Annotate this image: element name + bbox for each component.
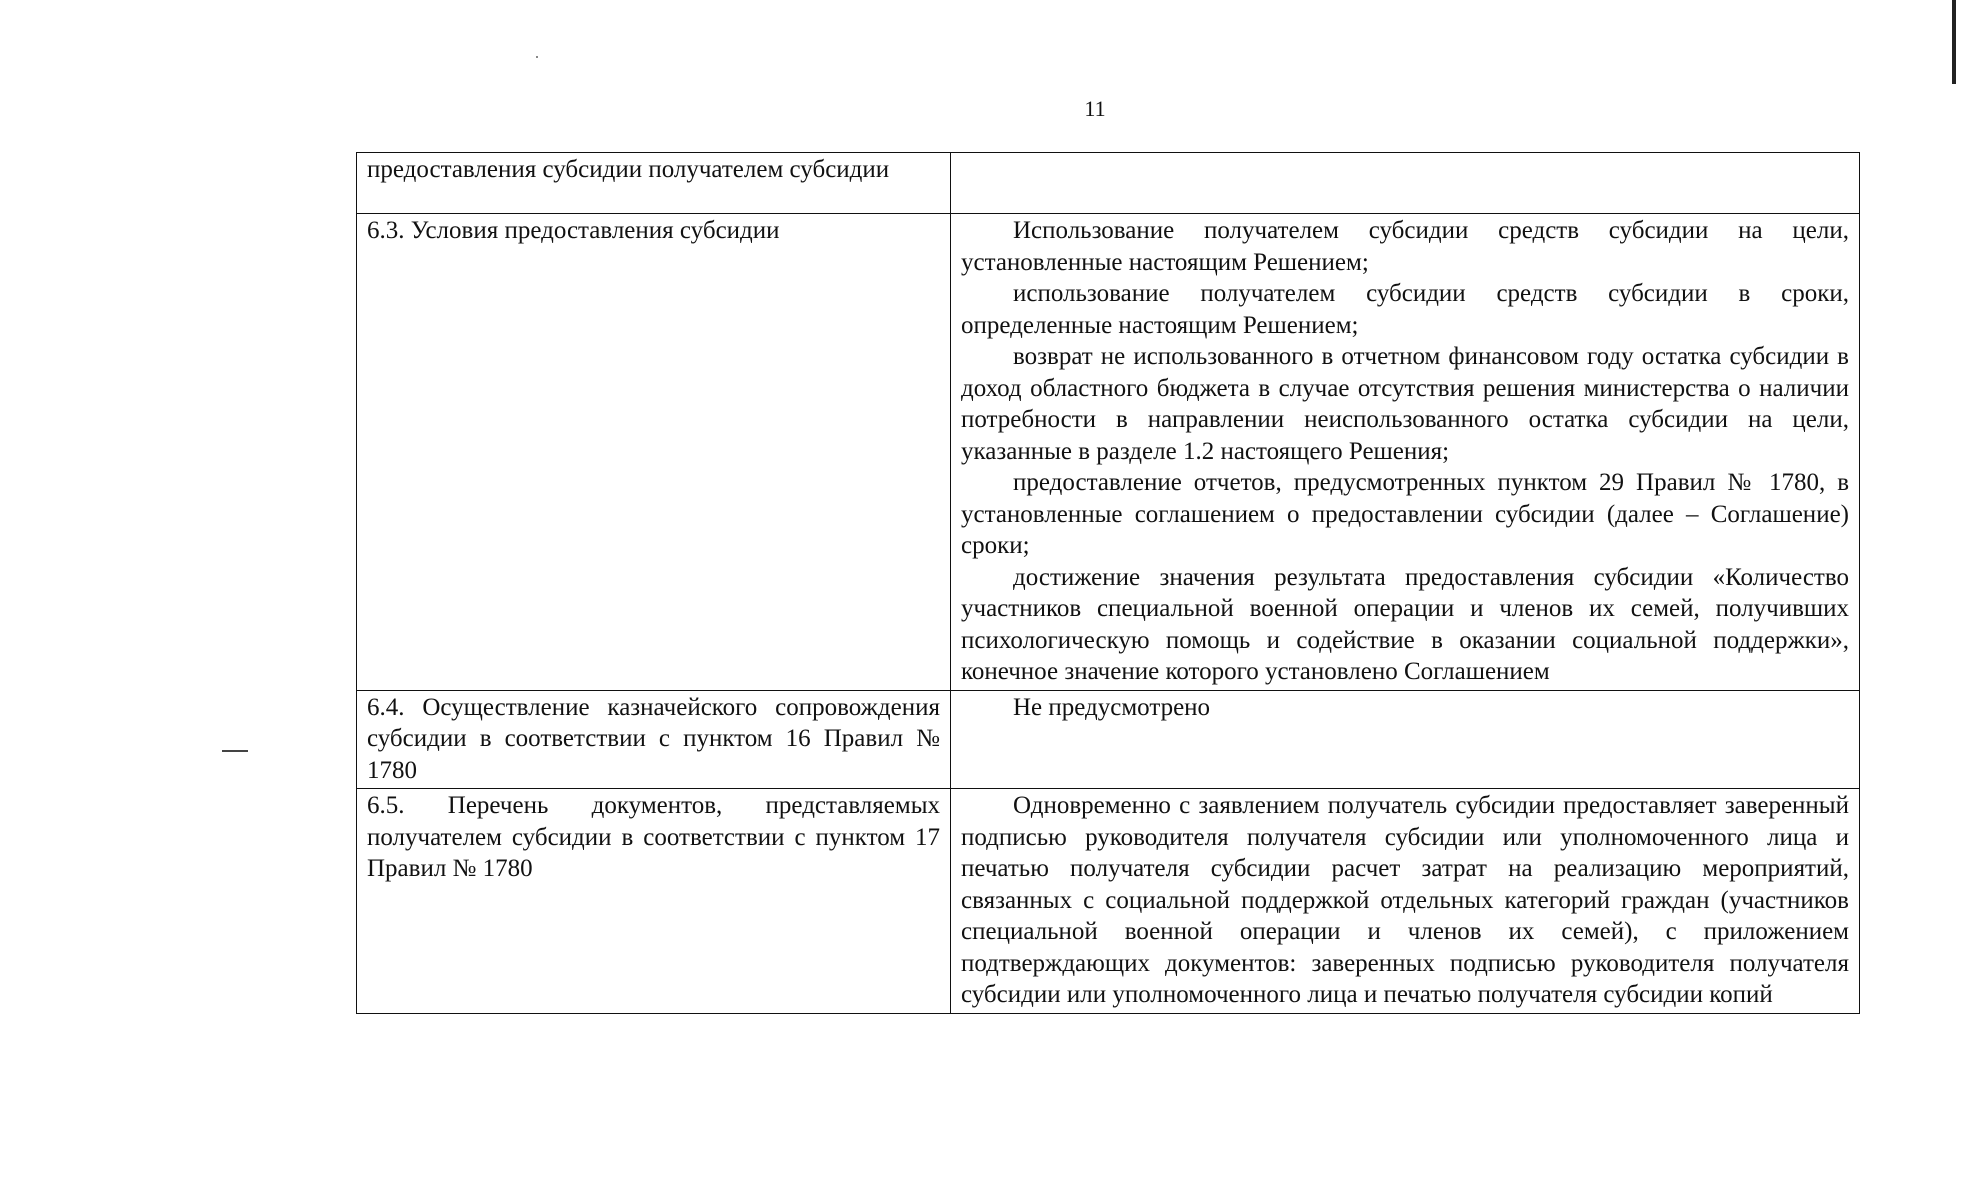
row-label-text: 6.5. Перечень документов, представляемых получателем субсидии в соответствии с пунктом 17 Правил № 1780 (367, 792, 940, 882)
condition-paragraph: предоставление отчетов, предусмотренных пунктом 29 Правил № 1780, в установленные соглашением о предоставлении субсидии (далее – Соглашение) сроки; (961, 469, 1849, 559)
row-label-cell (357, 690, 951, 789)
scan-artifact-dot (536, 56, 538, 58)
regulation-table (356, 152, 1860, 1014)
page-number: 11 (1084, 96, 1106, 121)
table-row (357, 153, 1860, 214)
row-content-cell (951, 153, 1860, 214)
row-label-text: 6.3. Условия предоставления субсидии (367, 217, 780, 244)
row-label-text: 6.4. Осуществление казначейского сопровождения субсидии в соответствии с пунктом 16 Правил № 1780 (367, 693, 940, 784)
condition-paragraph: возврат не использованного в отчетном финансовом году остатка субсидии в доход областного бюджета в случае отсутствия решения министерства о наличии потребности в направлении неиспользованного остатка субсидии на цели, указанные в разделе 1.2 настоящего Решения; (961, 343, 1849, 465)
condition-paragraph: достижение значения результата предоставления субсидии «Количество участников специальной военной операции и членов их семей, получивших психологическую помощь и содействие в оказании социальной поддержки», конечное значение которого установлено Соглашением (961, 563, 1849, 685)
scan-edge-mark (1952, 0, 1956, 84)
table-row (357, 214, 1860, 691)
table-row (357, 789, 1860, 1014)
row-label-cell (357, 214, 951, 691)
row-label-text: предоставления субсидии получателем субсидии (367, 156, 890, 183)
content-paragraph: Одновременно с заявлением получатель субсидии предоставляет заверенный подписью руководителя получателя субсидии или уполномоченного лица и печатью получателя субсидии расчет затрат на реализацию мероприятий, связанных с социальной поддержкой отдельных категорий граждан (участников специальной военной операции и членов их семей), с приложением подтверждающих документов: заверенных подписью руководителя получателя субсидии или уполномоченного лица и печатью получателя субсидии копий (961, 792, 1849, 1008)
content-paragraph: Не предусмотрено (1013, 693, 1211, 721)
condition-paragraph: Использование получателем субсидии средств субсидии на цели, установленные настоящим Решением; (961, 217, 1849, 276)
row-content-cell (951, 214, 1860, 691)
row-label-cell (357, 789, 951, 1014)
row-content-cell (951, 690, 1860, 789)
scan-margin-mark (222, 750, 248, 752)
row-content-cell (951, 789, 1860, 1014)
condition-paragraph: использование получателем субсидии средств субсидии в сроки, определенные настоящим Решением; (961, 280, 1849, 339)
row-label-cell (357, 153, 951, 214)
table-row (357, 690, 1860, 789)
